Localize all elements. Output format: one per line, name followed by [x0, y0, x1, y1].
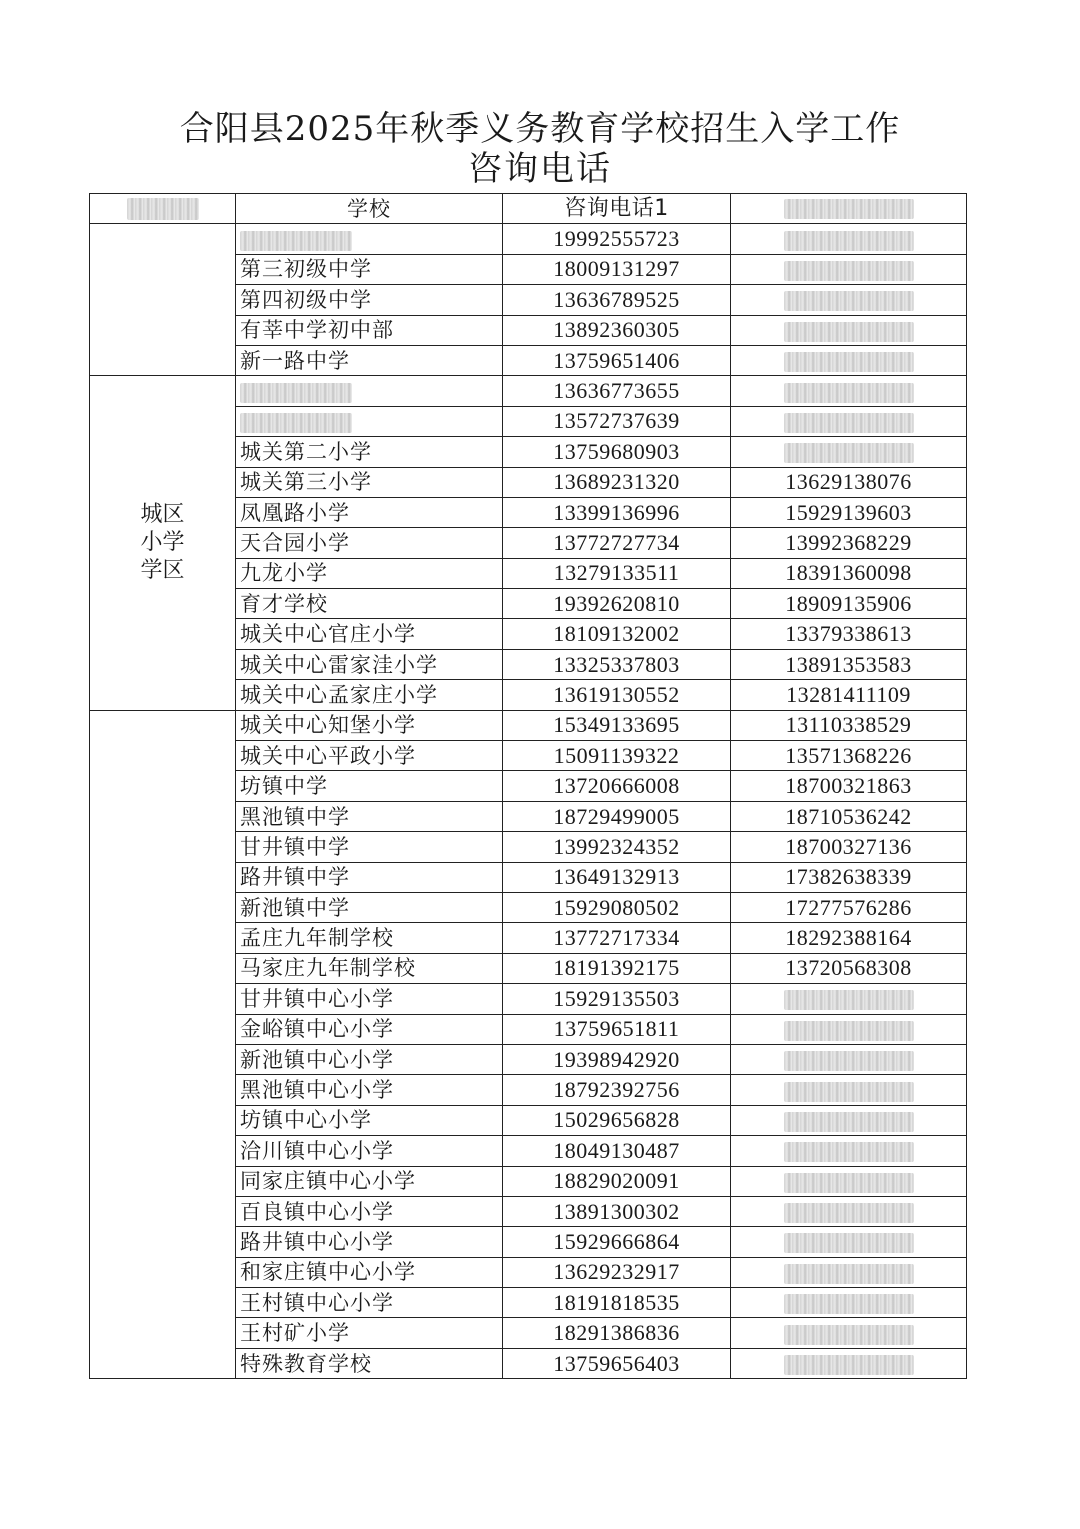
- school-cell: 和家庄镇中心小学: [236, 1257, 503, 1287]
- school-cell: 城关中心官庄小学: [236, 619, 503, 649]
- school-cell: 路井镇中学: [236, 862, 503, 892]
- phone1-cell: 13689231320: [503, 467, 731, 497]
- school-cell: 城关第三小学: [236, 467, 503, 497]
- phone2-cell: [731, 345, 967, 375]
- redacted-mark: [784, 1021, 914, 1041]
- phone1-cell: 13759651811: [503, 1014, 731, 1044]
- phone2-cell: [731, 254, 967, 284]
- school-cell: 第四初级中学: [236, 285, 503, 315]
- phone1-cell: 13759656403: [503, 1348, 731, 1378]
- phone1-cell: 13772717334: [503, 923, 731, 953]
- phone2-cell: 17277576286: [731, 892, 967, 922]
- school-cell: 孟庄九年制学校: [236, 923, 503, 953]
- phone2-cell: 13281411109: [731, 680, 967, 710]
- table-header-row: [90, 194, 967, 224]
- phone2-cell: 13720568308: [731, 953, 967, 983]
- school-cell: 黑池镇中心小学: [236, 1075, 503, 1105]
- school-cell: 路井镇中心小学: [236, 1227, 503, 1257]
- school-cell: 坊镇中学: [236, 771, 503, 801]
- school-cell: 黑池镇中学: [236, 801, 503, 831]
- phone2-cell: [731, 1227, 967, 1257]
- redacted-mark: [240, 413, 352, 433]
- school-cell: 城关中心平政小学: [236, 741, 503, 771]
- redacted-mark: [784, 231, 914, 251]
- phone2-cell: 17382638339: [731, 862, 967, 892]
- school-cell: 城关中心知堡小学: [236, 710, 503, 740]
- redacted-mark: [784, 990, 914, 1010]
- table-row: [90, 376, 967, 406]
- phone2-cell: [731, 1075, 967, 1105]
- area-cell: [90, 224, 236, 376]
- phone1-cell: 15929080502: [503, 892, 731, 922]
- phone2-cell: 13571368226: [731, 741, 967, 771]
- phone2-cell: [731, 1318, 967, 1348]
- phone2-cell: 13992368229: [731, 528, 967, 558]
- phone1-cell: 13720666008: [503, 771, 731, 801]
- phone1-cell: 15029656828: [503, 1105, 731, 1135]
- document-title: 合阳县2025年秋季义务教育学校招生入学工作: [179, 109, 901, 149]
- phone2-cell: [731, 285, 967, 315]
- phone1-cell: 18191392175: [503, 953, 731, 983]
- redacted-mark: [127, 198, 199, 220]
- phone2-cell: 13891353583: [731, 649, 967, 679]
- phone2-cell: 18710536242: [731, 801, 967, 831]
- school-cell: 王村矿小学: [236, 1318, 503, 1348]
- area-cell: [90, 376, 236, 710]
- school-cell: 九龙小学: [236, 558, 503, 588]
- phone1-cell: 13759680903: [503, 437, 731, 467]
- phone1-cell: 13636789525: [503, 285, 731, 315]
- redacted-mark: [784, 1355, 914, 1375]
- phone1-cell: 18792392756: [503, 1075, 731, 1105]
- school-cell: 坊镇中心小学: [236, 1105, 503, 1135]
- phone2-cell: [731, 1257, 967, 1287]
- school-cell: [236, 406, 503, 436]
- phone1-cell: 13629232917: [503, 1257, 731, 1287]
- redacted-mark: [784, 1082, 914, 1102]
- school-cell: 洽川镇中心小学: [236, 1136, 503, 1166]
- school-cell: [236, 376, 503, 406]
- redacted-mark: [784, 1051, 914, 1071]
- school-cell: 城关中心雷家洼小学: [236, 649, 503, 679]
- phone2-cell: [731, 1014, 967, 1044]
- school-cell: 育才学校: [236, 589, 503, 619]
- redacted-mark: [784, 1173, 914, 1193]
- phone1-cell: 18729499005: [503, 801, 731, 831]
- school-cell: 新池镇中学: [236, 892, 503, 922]
- redacted-mark: [784, 261, 914, 281]
- school-cell: 城关中心孟家庄小学: [236, 680, 503, 710]
- school-cell: 凤凰路小学: [236, 497, 503, 527]
- phone1-cell: 19398942920: [503, 1044, 731, 1074]
- header-phone2: [731, 194, 967, 224]
- redacted-mark: [784, 291, 914, 311]
- phone2-cell: 18700327136: [731, 832, 967, 862]
- phone2-cell: [731, 1166, 967, 1196]
- phone2-cell: [731, 1136, 967, 1166]
- phone1-cell: 13649132913: [503, 862, 731, 892]
- phone1-cell: 15349133695: [503, 710, 731, 740]
- phone1-cell: 13772727734: [503, 528, 731, 558]
- phone2-cell: [731, 1288, 967, 1318]
- phone2-cell: [731, 437, 967, 467]
- phone1-cell: 13279133511: [503, 558, 731, 588]
- header-area: [90, 194, 236, 224]
- phone1-cell: 18191818535: [503, 1288, 731, 1318]
- school-cell: 甘井镇中学: [236, 832, 503, 862]
- phone1-cell: 15929135503: [503, 984, 731, 1014]
- phone2-cell: 13110338529: [731, 710, 967, 740]
- school-cell: 城关第二小学: [236, 437, 503, 467]
- school-cell: 王村镇中心小学: [236, 1288, 503, 1318]
- redacted-mark: [240, 383, 352, 403]
- school-cell: 金峪镇中心小学: [236, 1014, 503, 1044]
- phone1-cell: 13892360305: [503, 315, 731, 345]
- phone2-cell: 18700321863: [731, 771, 967, 801]
- redacted-mark: [784, 1112, 914, 1132]
- redacted-mark: [784, 443, 914, 463]
- phone1-cell: 18049130487: [503, 1136, 731, 1166]
- phone1-cell: 13992324352: [503, 832, 731, 862]
- redacted-mark: [784, 1233, 914, 1253]
- phone2-cell: [731, 1348, 967, 1378]
- phone1-cell: 19992555723: [503, 224, 731, 254]
- phone1-cell: 15091139322: [503, 741, 731, 771]
- school-cell: 马家庄九年制学校: [236, 953, 503, 983]
- phone2-cell: 18292388164: [731, 923, 967, 953]
- school-cell: 第三初级中学: [236, 254, 503, 284]
- table-row: [90, 710, 967, 740]
- phone1-cell: 13759651406: [503, 345, 731, 375]
- school-cell: 新一路中学: [236, 345, 503, 375]
- school-cell: [236, 224, 503, 254]
- redacted-mark: [784, 1325, 914, 1345]
- phone2-cell: 13629138076: [731, 467, 967, 497]
- phone1-cell: 18109132002: [503, 619, 731, 649]
- redacted-mark: [784, 1203, 914, 1223]
- school-cell: 同家庄镇中心小学: [236, 1166, 503, 1196]
- phone2-cell: [731, 1105, 967, 1135]
- phone1-cell: 18009131297: [503, 254, 731, 284]
- phone2-cell: 18391360098: [731, 558, 967, 588]
- phone1-cell: 19392620810: [503, 589, 731, 619]
- redacted-mark: [784, 352, 914, 372]
- redacted-mark: [784, 1294, 914, 1314]
- redacted-mark: [784, 413, 914, 433]
- document-subtitle: 咨询电话: [468, 149, 612, 189]
- phone1-cell: 15929666864: [503, 1227, 731, 1257]
- phone2-cell: [731, 406, 967, 436]
- table-row: [90, 224, 967, 254]
- school-cell: 新池镇中心小学: [236, 1044, 503, 1074]
- school-cell: 特殊教育学校: [236, 1348, 503, 1378]
- phone2-cell: 18909135906: [731, 589, 967, 619]
- phone2-cell: [731, 1196, 967, 1226]
- redacted-mark: [784, 383, 914, 403]
- header-school: 学校: [236, 194, 503, 224]
- consultation-phone-table: [89, 193, 967, 1379]
- table-body: [90, 224, 967, 1379]
- phone1-cell: 13399136996: [503, 497, 731, 527]
- school-cell: 甘井镇中心小学: [236, 984, 503, 1014]
- redacted-mark: [784, 1142, 914, 1162]
- redacted-mark: [784, 199, 914, 219]
- phone1-cell: 13636773655: [503, 376, 731, 406]
- phone2-cell: [731, 315, 967, 345]
- phone2-cell: 13379338613: [731, 619, 967, 649]
- phone1-cell: 18291386836: [503, 1318, 731, 1348]
- phone1-cell: 13325337803: [503, 649, 731, 679]
- phone2-cell: [731, 224, 967, 254]
- phone1-cell: 13572737639: [503, 406, 731, 436]
- phone1-cell: 18829020091: [503, 1166, 731, 1196]
- school-cell: 有莘中学初中部: [236, 315, 503, 345]
- redacted-mark: [240, 231, 352, 251]
- school-cell: 百良镇中心小学: [236, 1196, 503, 1226]
- phone2-cell: [731, 376, 967, 406]
- phone2-cell: [731, 984, 967, 1014]
- phone2-cell: 15929139603: [731, 497, 967, 527]
- area-label: 城区 小学 学区: [140, 501, 185, 583]
- school-cell: 天合园小学: [236, 528, 503, 558]
- phone2-cell: [731, 1044, 967, 1074]
- redacted-mark: [784, 322, 914, 342]
- redacted-mark: [784, 1264, 914, 1284]
- header-phone1: 咨询电话1: [503, 194, 731, 224]
- phone1-cell: 13891300302: [503, 1196, 731, 1226]
- phone1-cell: 13619130552: [503, 680, 731, 710]
- area-cell: [90, 710, 236, 1379]
